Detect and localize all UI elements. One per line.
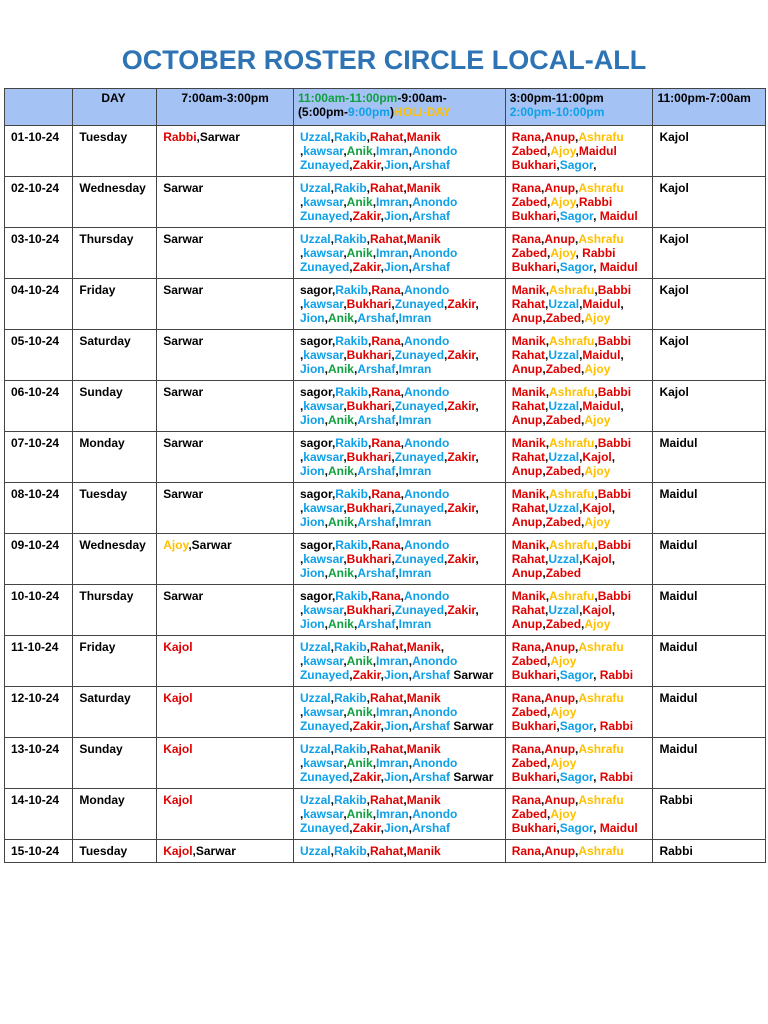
- date-cell: 02-10-24: [5, 177, 73, 228]
- table-row: [5, 483, 766, 534]
- header-mid-holiday: HOLI-DAY: [393, 105, 451, 119]
- header-mid-time: 11:00am-11:00pm: [297, 91, 398, 105]
- evening-shift-cell: Rana,Anup,Ashrafu Zabed,Ajoy,Rabbi Bukhari,Sagor, Maidul: [505, 177, 653, 228]
- day-cell: Thursday: [73, 585, 157, 636]
- night-shift-cell: Kajol: [653, 279, 766, 330]
- evening-shift-cell: Rana,Anup,Ashrafu Zabed,Ajoy Bukhari,Sagor, Maidul: [505, 789, 653, 840]
- morning-shift-cell: Sarwar: [157, 483, 294, 534]
- date-cell: 15-10-24: [5, 840, 73, 863]
- day-cell: Tuesday: [73, 483, 157, 534]
- night-shift-cell: Kajol: [653, 381, 766, 432]
- mid-shift-cell: Uzzal,Rakib,Rahat,Manik ,kawsar,Anik,Imran,Anondo Zunayed,Zakir,Jion,Arshaf Sarwar: [293, 687, 505, 738]
- evening-shift-cell: Manik,Ashrafu,Babbi Rahat,Uzzal,Maidul, Anup,Zabed,Ajoy: [505, 381, 653, 432]
- morning-shift-cell: Kajol: [157, 636, 294, 687]
- date-cell: 07-10-24: [5, 432, 73, 483]
- roster-table: [4, 88, 766, 863]
- mid-shift-cell: sagor,Rakib,Rana,Anondo ,kawsar,Bukhari,Zunayed,Zakir, Jion,Anik,Arshaf,Imran: [293, 432, 505, 483]
- mid-shift-cell: sagor,Rakib,Rana,Anondo ,kawsar,Bukhari,Zunayed,Zakir, Jion,Anik,Arshaf,Imran: [293, 381, 505, 432]
- header-row: [5, 89, 766, 126]
- morning-shift-cell: Sarwar: [157, 279, 294, 330]
- evening-shift-cell: Rana,Anup,Ashrafu Zabed,Ajoy,Maidul Bukhari,Sagor,: [505, 126, 653, 177]
- mid-shift-cell: sagor,Rakib,Rana,Anondo ,kawsar,Bukhari,Zunayed,Zakir, Jion,Anik,Arshaf,Imran: [293, 279, 505, 330]
- day-cell: Sunday: [73, 381, 157, 432]
- day-cell: Thursday: [73, 228, 157, 279]
- header-mid: [293, 89, 505, 126]
- morning-shift-cell: Rabbi,Sarwar: [157, 126, 294, 177]
- header-mid-close: ): [389, 105, 394, 119]
- date-cell: 04-10-24: [5, 279, 73, 330]
- morning-shift-cell: Sarwar: [157, 330, 294, 381]
- evening-shift-cell: Rana,Anup,Ashrafu Zabed,Ajoy Bukhari,Sagor, Rabbi: [505, 687, 653, 738]
- night-shift-cell: Maidul: [653, 636, 766, 687]
- mid-shift-cell: Uzzal,Rakib,Rahat,Manik ,kawsar,Anik,Imran,Anondo Zunayed,Zakir,Jion,Arshaf: [293, 126, 505, 177]
- night-shift-cell: Maidul: [653, 483, 766, 534]
- night-shift-cell: Maidul: [653, 738, 766, 789]
- mid-shift-cell: sagor,Rakib,Rana,Anondo ,kawsar,Bukhari,Zunayed,Zakir, Jion,Anik,Arshaf,Imran: [293, 534, 505, 585]
- night-shift-cell: Maidul: [653, 432, 766, 483]
- morning-shift-cell: Sarwar: [157, 177, 294, 228]
- table-row: [5, 687, 766, 738]
- header-evening-time: 3:00pm-11:00pm: [509, 91, 604, 105]
- date-cell: 10-10-24: [5, 585, 73, 636]
- morning-shift-cell: Ajoy,Sarwar: [157, 534, 294, 585]
- day-cell: Sunday: [73, 738, 157, 789]
- evening-shift-cell: Manik,Ashrafu,Babbi Rahat,Uzzal,Kajol, Anup,Zabed,Ajoy: [505, 585, 653, 636]
- header-day: DAY: [73, 89, 157, 126]
- night-shift-cell: Kajol: [653, 330, 766, 381]
- date-cell: 05-10-24: [5, 330, 73, 381]
- header-mid-open: (5:00pm-: [297, 105, 348, 119]
- table-row: [5, 279, 766, 330]
- morning-shift-cell: Kajol: [157, 789, 294, 840]
- day-cell: Friday: [73, 279, 157, 330]
- day-cell: Tuesday: [73, 840, 157, 863]
- morning-shift-cell: Sarwar: [157, 228, 294, 279]
- date-cell: 14-10-24: [5, 789, 73, 840]
- table-row: [5, 585, 766, 636]
- mid-shift-cell: Uzzal,Rakib,Rahat,Manik, ,kawsar,Anik,Imran,Anondo Zunayed,Zakir,Jion,Arshaf Sarwar: [293, 636, 505, 687]
- date-cell: 11-10-24: [5, 636, 73, 687]
- mid-shift-cell: sagor,Rakib,Rana,Anondo ,kawsar,Bukhari,Zunayed,Zakir, Jion,Anik,Arshaf,Imran: [293, 483, 505, 534]
- day-cell: Saturday: [73, 330, 157, 381]
- morning-shift-cell: Kajol,Sarwar: [157, 840, 294, 863]
- header-mid-suffix: -9:00am-: [397, 91, 447, 105]
- header-date: [5, 89, 73, 126]
- night-shift-cell: Maidul: [653, 687, 766, 738]
- roster-body: [5, 126, 766, 863]
- mid-shift-cell: sagor,Rakib,Rana,Anondo ,kawsar,Bukhari,Zunayed,Zakir, Jion,Anik,Arshaf,Imran: [293, 585, 505, 636]
- mid-shift-cell: Uzzal,Rakib,Rahat,Manik ,kawsar,Anik,Imran,Anondo Zunayed,Zakir,Jion,Arshaf: [293, 228, 505, 279]
- night-shift-cell: Kajol: [653, 228, 766, 279]
- date-cell: 01-10-24: [5, 126, 73, 177]
- date-cell: 09-10-24: [5, 534, 73, 585]
- table-row: [5, 534, 766, 585]
- date-cell: 03-10-24: [5, 228, 73, 279]
- evening-shift-cell: Rana,Anup,Ashrafu Zabed,Ajoy, Rabbi Bukhari,Sagor, Maidul: [505, 228, 653, 279]
- day-cell: Tuesday: [73, 126, 157, 177]
- mid-shift-cell: Uzzal,Rakib,Rahat,Manik ,kawsar,Anik,Imran,Anondo Zunayed,Zakir,Jion,Arshaf: [293, 177, 505, 228]
- evening-shift-cell: Manik,Ashrafu,Babbi Rahat,Uzzal,Kajol, Anup,Zabed: [505, 534, 653, 585]
- evening-shift-cell: Manik,Ashrafu,Babbi Rahat,Uzzal,Maidul, Anup,Zabed,Ajoy: [505, 279, 653, 330]
- table-row: [5, 789, 766, 840]
- header-morning: 7:00am-3:00pm: [157, 89, 294, 126]
- page-title: OCTOBER ROSTER CIRCLE LOCAL-ALL: [121, 45, 647, 75]
- night-shift-cell: Kajol: [653, 177, 766, 228]
- day-cell: Wednesday: [73, 177, 157, 228]
- evening-shift-cell: Rana,Anup,Ashrafu: [505, 840, 653, 863]
- evening-shift-cell: Manik,Ashrafu,Babbi Rahat,Uzzal,Kajol, Anup,Zabed,Ajoy: [505, 432, 653, 483]
- mid-shift-cell: Uzzal,Rakib,Rahat,Manik ,kawsar,Anik,Imran,Anondo Zunayed,Zakir,Jion,Arshaf: [293, 789, 505, 840]
- date-cell: 12-10-24: [5, 687, 73, 738]
- day-cell: Wednesday: [73, 534, 157, 585]
- table-row: [5, 432, 766, 483]
- evening-shift-cell: Rana,Anup,Ashrafu Zabed,Ajoy Bukhari,Sagor, Rabbi: [505, 636, 653, 687]
- morning-shift-cell: Sarwar: [157, 432, 294, 483]
- night-shift-cell: Maidul: [653, 534, 766, 585]
- night-shift-cell: Rabbi: [653, 789, 766, 840]
- header-night: 11:00pm-7:00am: [653, 89, 766, 126]
- evening-shift-cell: Rana,Anup,Ashrafu Zabed,Ajoy Bukhari,Sagor, Rabbi: [505, 738, 653, 789]
- morning-shift-cell: Kajol: [157, 687, 294, 738]
- header-evening: [505, 89, 653, 126]
- date-cell: 13-10-24: [5, 738, 73, 789]
- table-row: [5, 840, 766, 863]
- evening-shift-cell: Manik,Ashrafu,Babbi Rahat,Uzzal,Maidul, Anup,Zabed,Ajoy: [505, 330, 653, 381]
- morning-shift-cell: Sarwar: [157, 585, 294, 636]
- evening-shift-cell: Manik,Ashrafu,Babbi Rahat,Uzzal,Kajol, Anup,Zabed,Ajoy: [505, 483, 653, 534]
- night-shift-cell: Rabbi: [653, 840, 766, 863]
- header-mid-time2: 9:00pm: [347, 105, 390, 119]
- date-cell: 06-10-24: [5, 381, 73, 432]
- date-cell: 08-10-24: [5, 483, 73, 534]
- day-cell: Monday: [73, 432, 157, 483]
- morning-shift-cell: Sarwar: [157, 381, 294, 432]
- table-row: [5, 330, 766, 381]
- table-row: [5, 177, 766, 228]
- day-cell: Saturday: [73, 687, 157, 738]
- day-cell: Monday: [73, 789, 157, 840]
- table-row: [5, 381, 766, 432]
- table-row: [5, 636, 766, 687]
- table-row: [5, 228, 766, 279]
- mid-shift-cell: Uzzal,Rakib,Rahat,Manik: [293, 840, 505, 863]
- night-shift-cell: Kajol: [653, 126, 766, 177]
- mid-shift-cell: Uzzal,Rakib,Rahat,Manik ,kawsar,Anik,Imran,Anondo Zunayed,Zakir,Jion,Arshaf Sarwar: [293, 738, 505, 789]
- mid-shift-cell: sagor,Rakib,Rana,Anondo ,kawsar,Bukhari,Zunayed,Zakir, Jion,Anik,Arshaf,Imran: [293, 330, 505, 381]
- table-row: [5, 126, 766, 177]
- day-cell: Friday: [73, 636, 157, 687]
- header-evening-time2: 2:00pm-10:00pm: [509, 105, 605, 119]
- table-row: [5, 738, 766, 789]
- morning-shift-cell: Kajol: [157, 738, 294, 789]
- night-shift-cell: Maidul: [653, 585, 766, 636]
